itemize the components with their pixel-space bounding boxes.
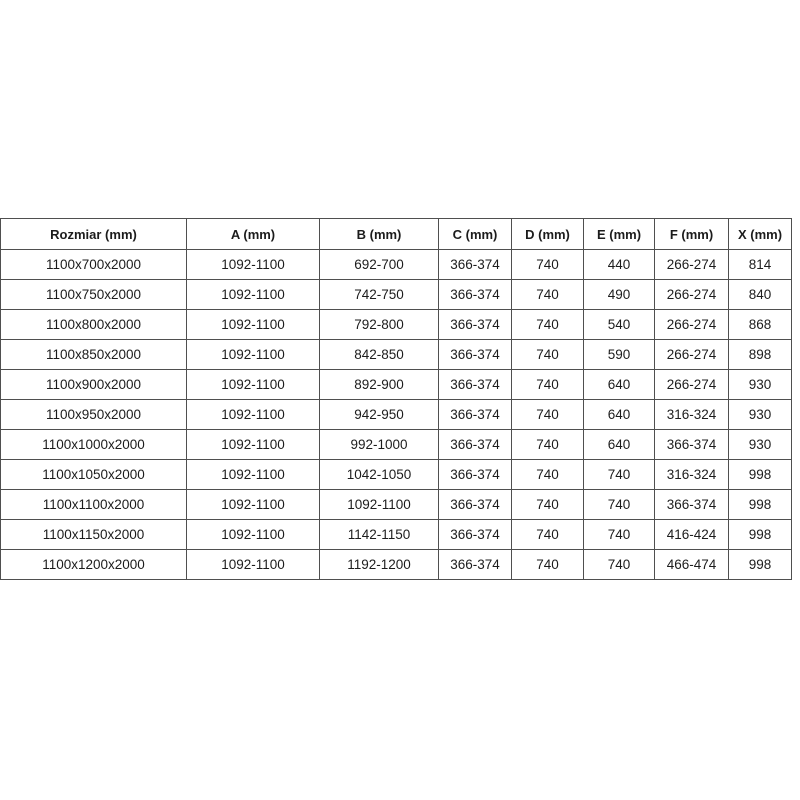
column-header: A (mm) (187, 219, 320, 250)
table-cell: 998 (729, 490, 792, 520)
table-cell: 1100x950x2000 (1, 400, 187, 430)
table-cell: 440 (584, 250, 655, 280)
table-cell: 740 (512, 490, 584, 520)
column-header: B (mm) (320, 219, 439, 250)
table-row (1, 550, 792, 580)
table-cell: 740 (512, 310, 584, 340)
table-cell: 266-274 (655, 340, 729, 370)
table-cell: 740 (512, 520, 584, 550)
column-header: X (mm) (729, 219, 792, 250)
table-cell: 1100x1100x2000 (1, 490, 187, 520)
table-cell: 1092-1100 (187, 550, 320, 580)
table-cell: 930 (729, 370, 792, 400)
table-cell: 740 (512, 400, 584, 430)
table-cell: 740 (584, 550, 655, 580)
table-cell: 742-750 (320, 280, 439, 310)
table-cell: 740 (512, 340, 584, 370)
table-cell: 692-700 (320, 250, 439, 280)
table-cell: 892-900 (320, 370, 439, 400)
table-cell: 814 (729, 250, 792, 280)
table-cell: 998 (729, 460, 792, 490)
table-cell: 1092-1100 (187, 430, 320, 460)
table-cell: 366-374 (439, 430, 512, 460)
table-cell: 1092-1100 (187, 400, 320, 430)
table-cell: 266-274 (655, 250, 729, 280)
column-header: Rozmiar (mm) (1, 219, 187, 250)
table-cell: 466-474 (655, 550, 729, 580)
table-cell: 1100x1050x2000 (1, 460, 187, 490)
table-cell: 1092-1100 (187, 340, 320, 370)
table-cell: 930 (729, 400, 792, 430)
table-row (1, 340, 792, 370)
table-cell: 1192-1200 (320, 550, 439, 580)
table-cell: 366-374 (655, 430, 729, 460)
table-cell: 366-374 (439, 460, 512, 490)
table-cell: 740 (512, 370, 584, 400)
column-header: C (mm) (439, 219, 512, 250)
table-cell: 740 (512, 550, 584, 580)
table-cell: 266-274 (655, 280, 729, 310)
table-cell: 740 (584, 490, 655, 520)
table-cell: 590 (584, 340, 655, 370)
table-cell: 998 (729, 550, 792, 580)
table-row (1, 520, 792, 550)
table-row (1, 430, 792, 460)
spec-table-body (1, 250, 792, 580)
column-header: E (mm) (584, 219, 655, 250)
spec-table-header (1, 219, 792, 250)
table-cell: 1092-1100 (187, 460, 320, 490)
table-cell: 1100x1150x2000 (1, 520, 187, 550)
table-row (1, 310, 792, 340)
table-row (1, 370, 792, 400)
table-cell: 1100x750x2000 (1, 280, 187, 310)
table-cell: 366-374 (439, 370, 512, 400)
table-cell: 266-274 (655, 370, 729, 400)
table-cell: 1100x1200x2000 (1, 550, 187, 580)
table-row (1, 490, 792, 520)
column-header: D (mm) (512, 219, 584, 250)
spec-table (0, 218, 792, 580)
table-row (1, 250, 792, 280)
table-cell: 898 (729, 340, 792, 370)
table-cell: 740 (512, 250, 584, 280)
table-cell: 366-374 (439, 490, 512, 520)
table-cell: 640 (584, 370, 655, 400)
table-cell: 540 (584, 310, 655, 340)
table-cell: 842-850 (320, 340, 439, 370)
table-cell: 266-274 (655, 310, 729, 340)
table-cell: 998 (729, 520, 792, 550)
table-cell: 840 (729, 280, 792, 310)
table-cell: 930 (729, 430, 792, 460)
table-cell: 366-374 (439, 250, 512, 280)
header-row (1, 219, 792, 250)
table-cell: 366-374 (439, 520, 512, 550)
table-cell: 416-424 (655, 520, 729, 550)
table-cell: 366-374 (655, 490, 729, 520)
table-cell: 1092-1100 (187, 520, 320, 550)
table-cell: 366-374 (439, 310, 512, 340)
table-cell: 792-800 (320, 310, 439, 340)
table-cell: 1100x900x2000 (1, 370, 187, 400)
table-cell: 1042-1050 (320, 460, 439, 490)
table-cell: 992-1000 (320, 430, 439, 460)
table-cell: 366-374 (439, 400, 512, 430)
table-cell: 1100x1000x2000 (1, 430, 187, 460)
table-row (1, 280, 792, 310)
table-cell: 740 (584, 460, 655, 490)
table-cell: 1092-1100 (187, 490, 320, 520)
table-cell: 740 (512, 430, 584, 460)
table-cell: 1142-1150 (320, 520, 439, 550)
table-cell: 1092-1100 (187, 280, 320, 310)
table-cell: 640 (584, 430, 655, 460)
table-cell: 740 (584, 520, 655, 550)
table-cell: 366-374 (439, 280, 512, 310)
table-cell: 942-950 (320, 400, 439, 430)
table-cell: 490 (584, 280, 655, 310)
table-cell: 366-374 (439, 550, 512, 580)
table-cell: 1100x800x2000 (1, 310, 187, 340)
table-cell: 1092-1100 (187, 310, 320, 340)
table-cell: 1100x700x2000 (1, 250, 187, 280)
table-cell: 868 (729, 310, 792, 340)
table-cell: 1092-1100 (320, 490, 439, 520)
table-cell: 640 (584, 400, 655, 430)
table-cell: 366-374 (439, 340, 512, 370)
table-cell: 1092-1100 (187, 370, 320, 400)
table-cell: 1100x850x2000 (1, 340, 187, 370)
table-cell: 1092-1100 (187, 250, 320, 280)
table-row (1, 400, 792, 430)
table-cell: 740 (512, 280, 584, 310)
table-cell: 740 (512, 460, 584, 490)
table-cell: 316-324 (655, 460, 729, 490)
table-row (1, 460, 792, 490)
column-header: F (mm) (655, 219, 729, 250)
table-cell: 316-324 (655, 400, 729, 430)
